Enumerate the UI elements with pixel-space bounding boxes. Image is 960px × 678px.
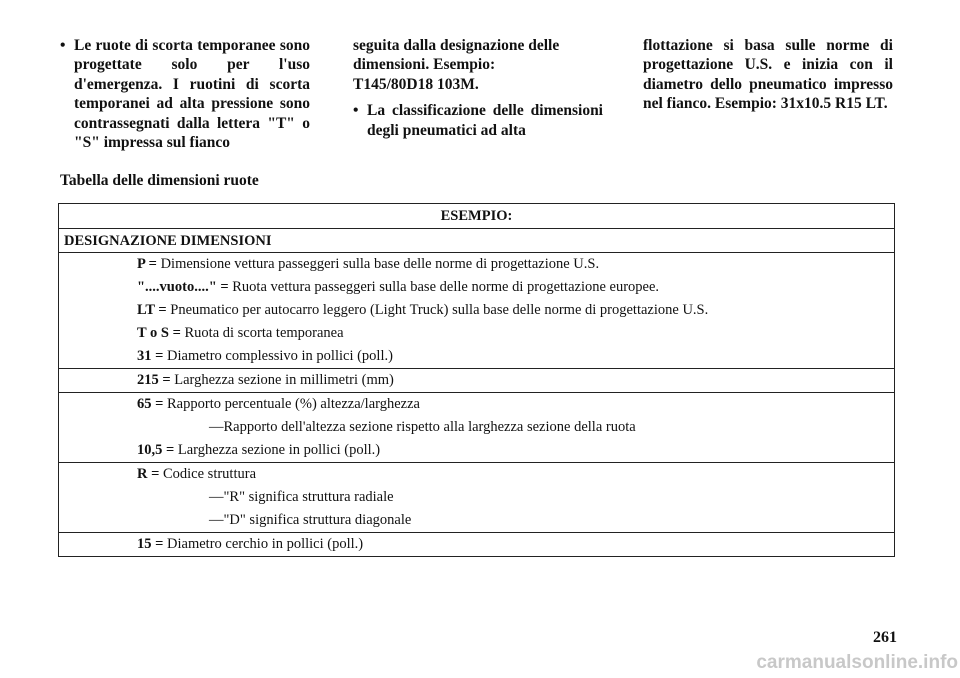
term: 15 = (137, 536, 164, 552)
table-group-1 (59, 253, 894, 369)
page-number: 261 (873, 629, 897, 646)
table-row (59, 345, 894, 368)
description: Ruota vettura passeggeri sulla base delle norme di progettazione europee. (228, 279, 660, 295)
table-note: —Rapporto dell'altezza sezione rispetto alla larghezza sezione della ruota (209, 419, 636, 435)
term: 215 = (137, 372, 171, 388)
bullet-flotation: • La classificazione delle dimensioni degli pneumatici ad alta (353, 101, 603, 140)
table-title: Tabella delle dimensioni ruote (60, 172, 259, 189)
term: 31 = (137, 348, 164, 364)
table-row (59, 463, 894, 486)
table-group-4 (59, 463, 894, 533)
term: "....vuoto...." = (137, 279, 229, 295)
term: 65 = (137, 396, 164, 412)
table-row (59, 299, 894, 322)
tire-size-table (58, 203, 895, 557)
table-group-2 (59, 369, 894, 393)
description: Diametro complessivo in pollici (poll.) (163, 348, 393, 364)
description: Codice struttura (159, 466, 257, 482)
term: P = (137, 256, 157, 272)
table-row (59, 393, 894, 416)
bullet-spare-tires: • Le ruote di scorta temporanee sono progettate solo per l'uso d'emergenza. I ruotini di scorta temporanei ad alta pressione sono contrassegnati dalla lettera "T" o "S" impressa sul fianco (60, 36, 310, 152)
term: LT = (137, 302, 167, 318)
table-group-3 (59, 393, 894, 463)
continuation-sentence: seguita dalla designazione delle dimensioni. Esempio: (353, 37, 560, 74)
table-row (59, 322, 894, 345)
table-note: —"D" significa struttura diagonale (209, 512, 412, 528)
table-group-5 (59, 533, 894, 556)
table-row (59, 276, 894, 299)
description: Larghezza sezione in pollici (poll.) (174, 442, 381, 458)
table-note: —"R" significa struttura radiale (209, 489, 394, 505)
table-row (59, 253, 894, 276)
continuation-text-3 (643, 36, 893, 114)
text-column-2 (353, 36, 603, 147)
watermark-logo: carmanualsonline.info (756, 652, 958, 673)
term: R = (137, 466, 160, 482)
term: T o S = (137, 325, 181, 341)
table-row (59, 533, 894, 556)
text-column-3 (643, 36, 893, 121)
table-row (59, 439, 894, 462)
description: Rapporto percentuale (%) altezza/larghezza (163, 396, 420, 412)
text-column-1 (60, 36, 310, 159)
flotation-example: Esempio: 31x10.5 R15 LT. (714, 95, 888, 113)
continuation-text (353, 36, 603, 94)
description: Dimensione vettura passeggeri sulla base delle norme di progettazione U.S. (156, 256, 600, 272)
description: Diametro cerchio in pollici (poll.) (163, 536, 364, 552)
description: Pneumatico per autocarro leggero (Light Truck) sulla base delle norme di progettazione U.S. (166, 302, 709, 318)
term: 10,5 = (137, 442, 175, 458)
table-header: ESEMPIO: (59, 204, 894, 229)
flotation-description: flottazione si basa sulle norme di progettazione U.S. e inizia con il diametro dello pneumatico impresso nel fianco. (643, 37, 893, 113)
description: Ruota di scorta temporanea (180, 325, 344, 341)
table-row (59, 369, 894, 392)
example-code: T145/80D18 103M. (353, 75, 479, 93)
table-subheader: DESIGNAZIONE DIMENSIONI (59, 229, 894, 253)
description: Larghezza sezione in millimetri (mm) (170, 372, 394, 388)
